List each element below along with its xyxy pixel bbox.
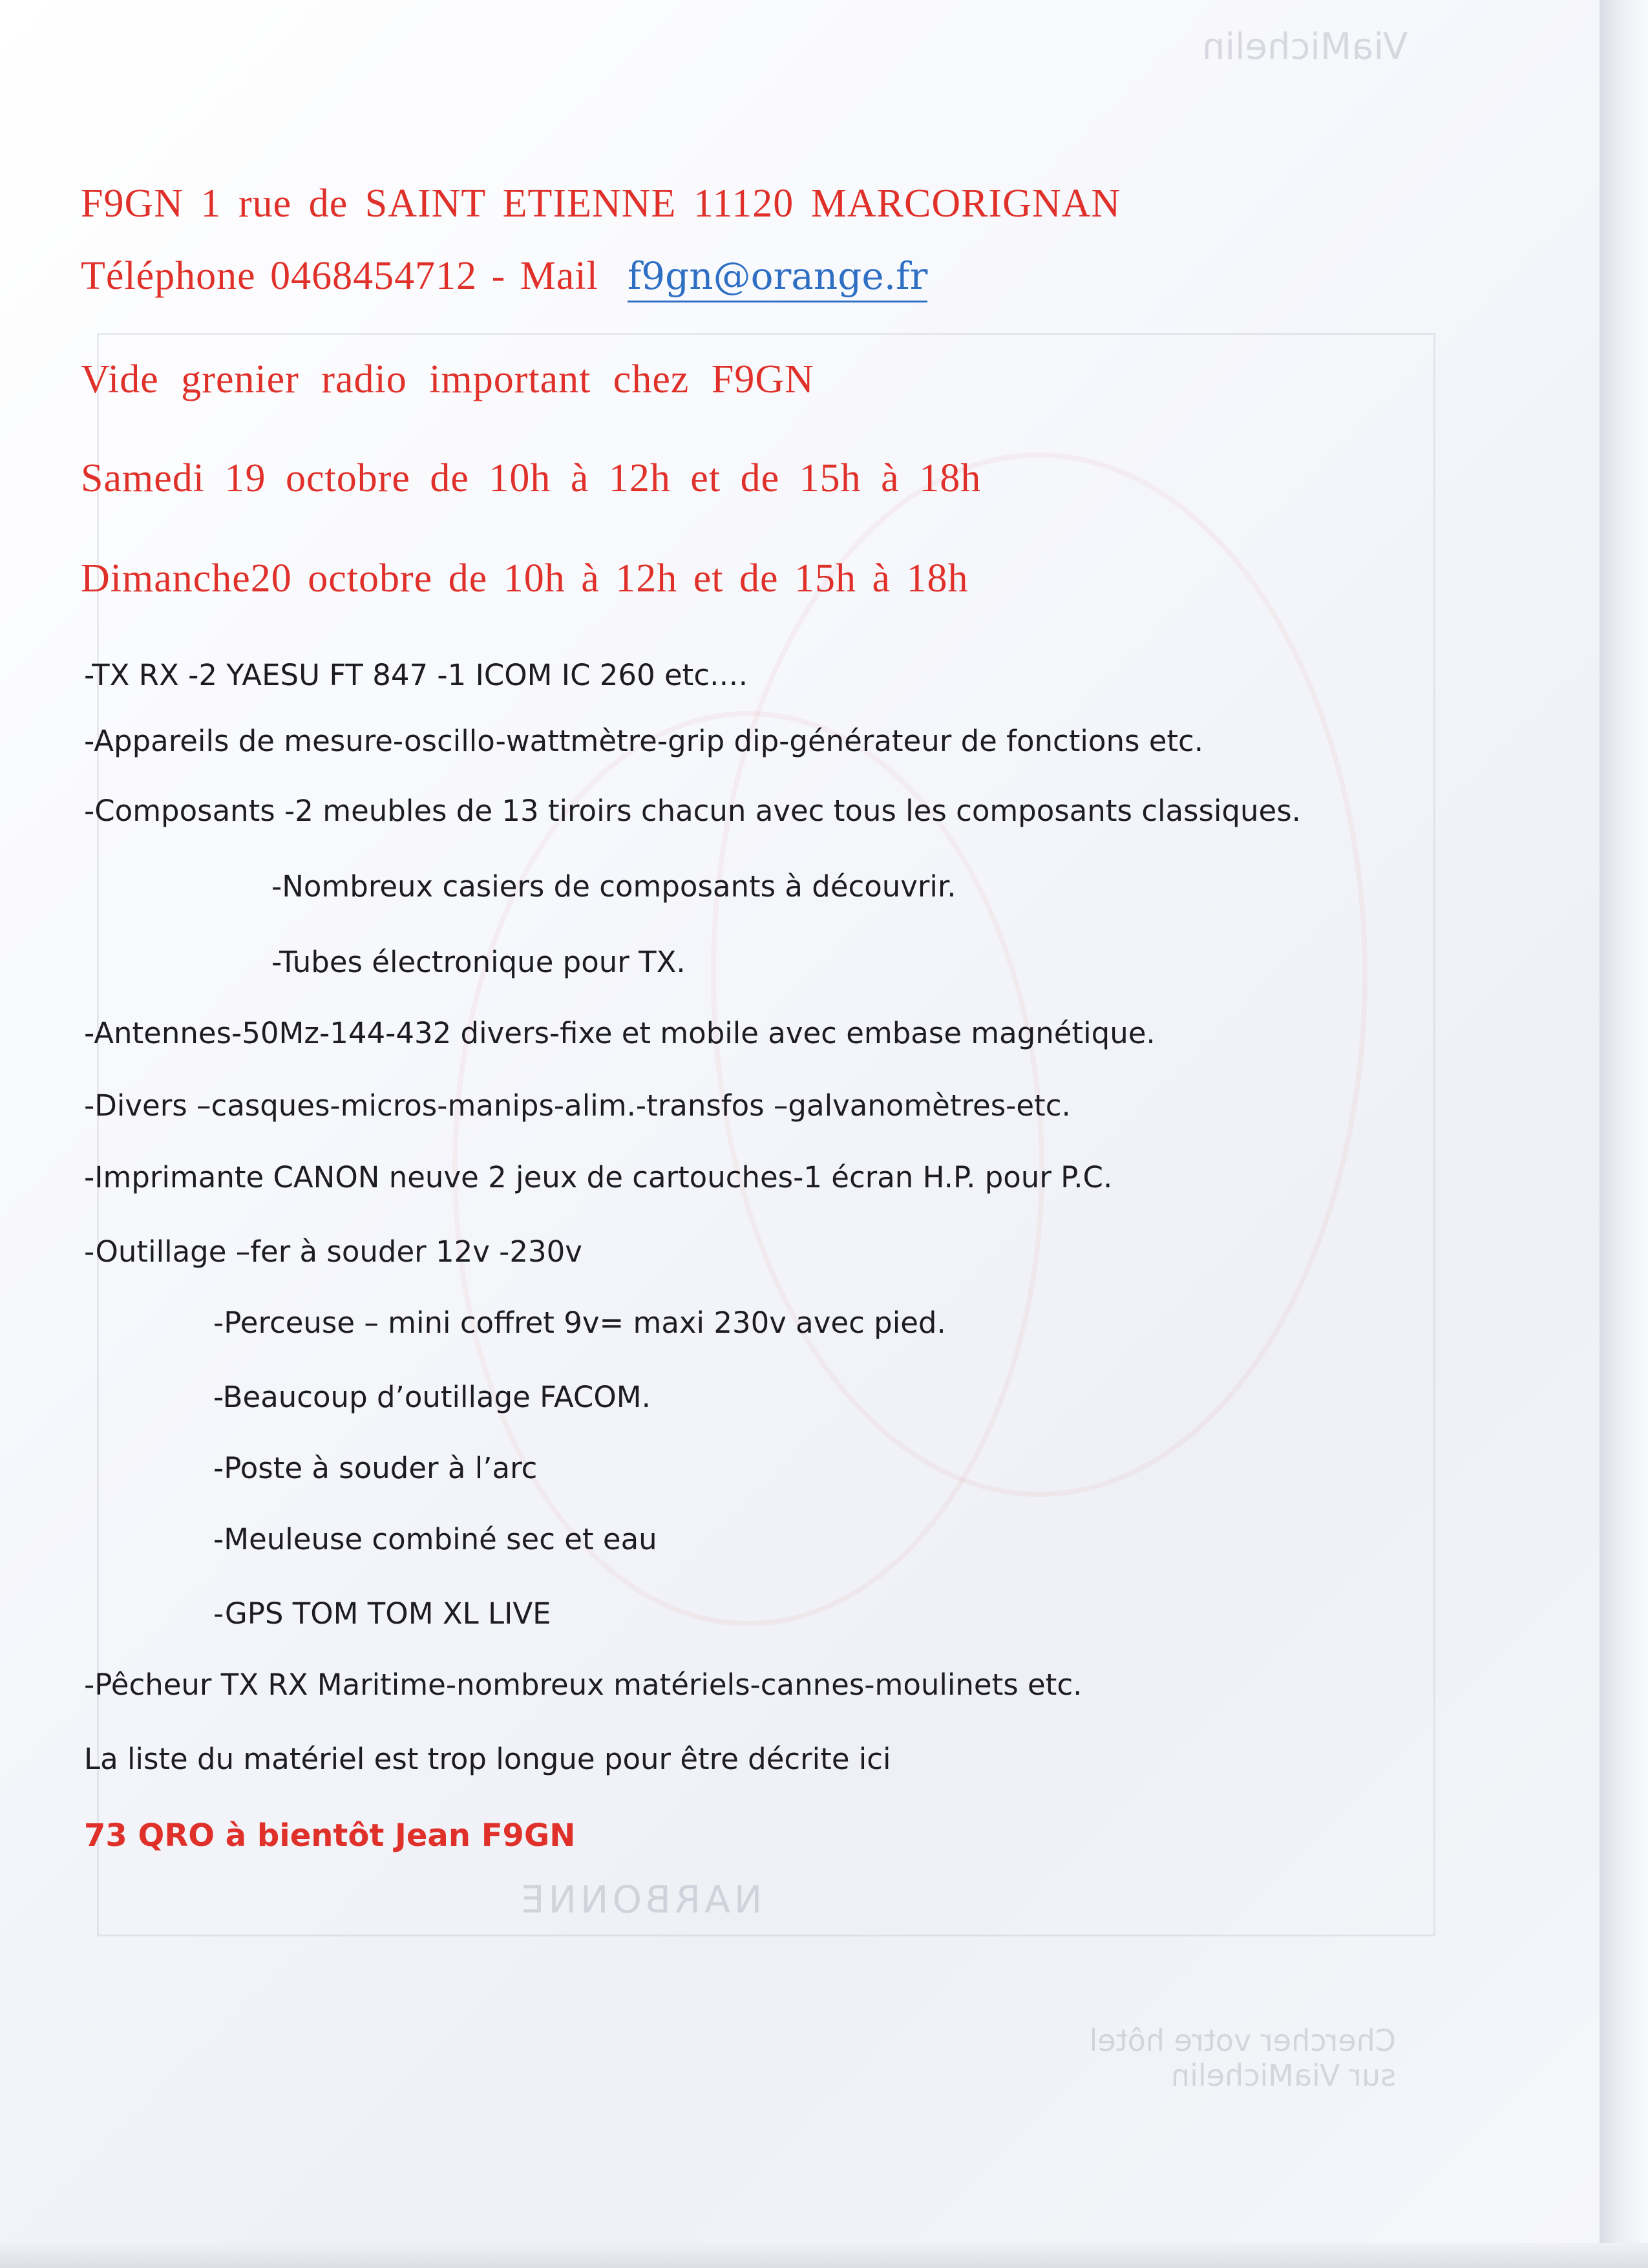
paper-edge-bottom	[0, 2243, 1648, 2268]
contact-line	[81, 253, 927, 299]
list-item: -Antennes-50Mz-144-432 divers-fixe et mobile avec embase magnétique.	[84, 1016, 1156, 1050]
address-line: F9GN 1 rue de SAINT ETIENNE 11120 MARCORIGNAN	[81, 182, 1121, 226]
show-through-road	[711, 452, 1368, 1497]
list-item: -Poste à souder à l’arc	[213, 1451, 538, 1485]
closing-signature: 73 QRO à bientôt Jean F9GN	[84, 1818, 576, 1854]
list-item: -Appareils de mesure-oscillo-wattmètre-grip dip-générateur de fonctions etc.	[84, 724, 1204, 758]
list-item: -Perceuse – mini coffret 9v= maxi 230v avec pied.	[213, 1306, 946, 1340]
list-item: -Beaucoup d’outillage FACOM.	[213, 1380, 651, 1414]
list-item: -Tubes électronique pour TX.	[271, 945, 686, 979]
list-item: -Outillage –fer à souder 12v -230v	[84, 1235, 582, 1269]
headline-saturday: Samedi 19 octobre de 10h à 12h et de 15h à 18h	[81, 456, 982, 500]
show-through-town: NARBONNE	[517, 1878, 763, 1922]
list-item: -Nombreux casiers de composants à découvrir.	[271, 869, 956, 904]
headline-sunday: Dimanche20 octobre de 10h à 12h et de 15h à 18h	[81, 556, 969, 600]
list-item: -TX RX -2 YAESU FT 847 -1 ICOM IC 260 etc.…	[84, 658, 748, 692]
list-item: -GPS TOM TOM XL LIVE	[213, 1596, 551, 1631]
phone-text: Téléphone 0468454712 - Mail	[81, 254, 598, 298]
list-item: -Composants -2 meubles de 13 tiroirs chacun avec tous les composants classiques.	[84, 794, 1301, 828]
list-item: -Meuleuse combiné sec et eau	[213, 1522, 657, 1556]
list-item: -Imprimante CANON neuve 2 jeux de cartouches-1 écran H.P. pour P.C.	[84, 1160, 1113, 1194]
paper-edge-right	[1600, 0, 1648, 2268]
email-link[interactable]: f9gn@orange.fr	[628, 254, 928, 302]
list-item: La liste du matériel est trop longue pour être décrite ici	[84, 1742, 891, 1776]
list-item: -Divers –casques-micros-manips-alim.-transfos –galvanomètres-etc.	[84, 1088, 1071, 1123]
headline-title: Vide grenier radio important chez F9GN	[81, 357, 814, 401]
list-item: -Pêcheur TX RX Maritime-nombreux matériels-cannes-moulinets etc.	[84, 1668, 1083, 1702]
show-through-search-text: Chercher votre hôtel sur ViaMichelin	[1089, 2023, 1396, 2093]
show-through-brand: ViaMichelin	[1202, 26, 1408, 68]
